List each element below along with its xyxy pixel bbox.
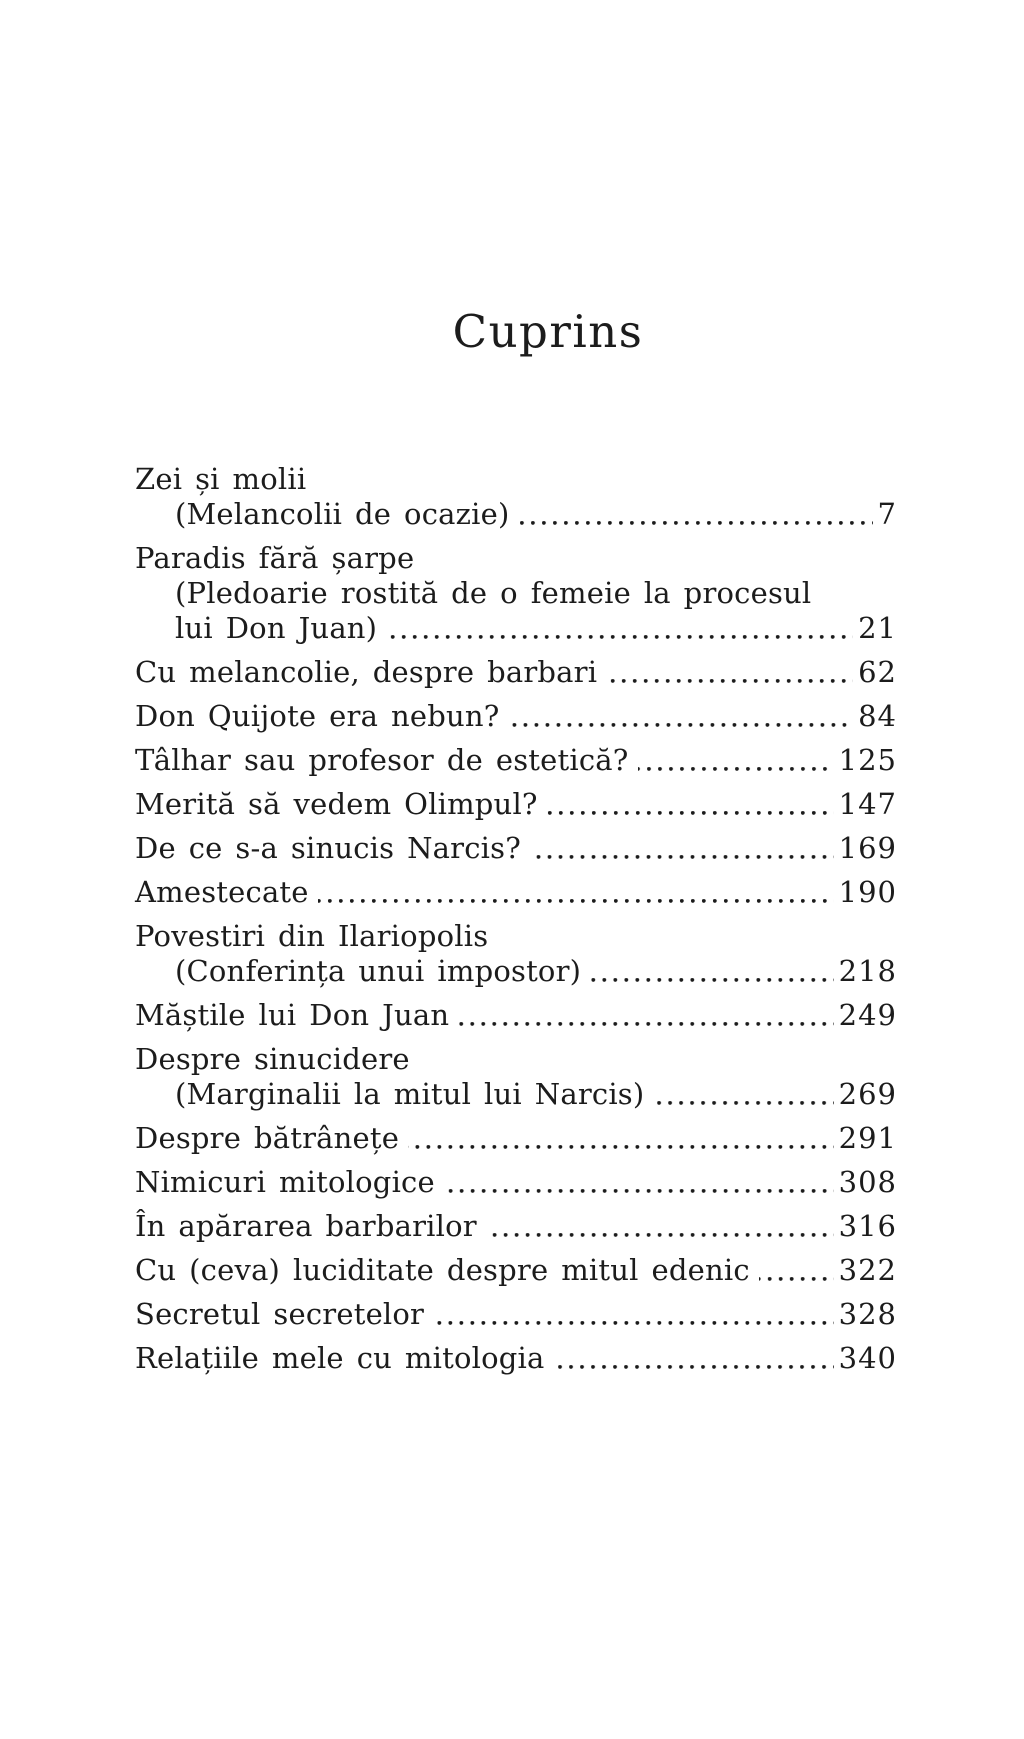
toc-entry-title: Povestiri din Ilariopolis <box>135 918 489 953</box>
toc-entry <box>135 1341 897 1376</box>
toc-entry <box>135 998 897 1033</box>
toc-line-with-page <box>135 1165 897 1200</box>
toc-line <box>135 541 897 576</box>
toc-line-with-page <box>135 497 897 532</box>
toc-entry-title: De ce s-a sinucis Narcis? <box>135 830 521 865</box>
toc-line-with-page <box>135 1209 897 1244</box>
toc-line <box>135 576 897 611</box>
toc-line-with-page <box>135 787 897 822</box>
toc-page-number: 7 <box>877 496 897 531</box>
toc-page-number: 62 <box>858 654 897 689</box>
toc-entry <box>135 919 897 989</box>
toc-line-with-page <box>135 831 897 866</box>
toc-entry-title: Despre bătrânețe <box>135 1120 400 1155</box>
toc-entry <box>135 541 897 646</box>
toc-entry <box>135 1165 897 1200</box>
toc-entry <box>135 1209 897 1244</box>
toc-list <box>135 462 897 1376</box>
toc-page-number: 269 <box>838 1076 897 1111</box>
toc-page-number: 169 <box>838 830 897 865</box>
toc-entry-title: (Melancolii de ocazie) <box>175 496 510 531</box>
toc-page-number: 328 <box>838 1296 897 1331</box>
toc-line-with-page <box>135 1121 897 1156</box>
toc-line-with-page <box>135 743 897 778</box>
toc-entry <box>135 1253 897 1288</box>
toc-entry <box>135 699 897 734</box>
toc-page-number: 147 <box>838 786 897 821</box>
toc-entry-title: Cu melancolie, despre barbari <box>135 654 598 689</box>
toc-line-with-page <box>135 954 897 989</box>
toc-page-number: 316 <box>838 1208 897 1243</box>
toc-entry <box>135 655 897 690</box>
toc-entry <box>135 875 897 910</box>
toc-entry-title: Despre sinucidere <box>135 1041 410 1076</box>
toc-entry-title: Cu (ceva) luciditate despre mitul edenic <box>135 1252 750 1287</box>
toc-line-with-page <box>135 1297 897 1332</box>
toc-line-with-page <box>135 1341 897 1376</box>
toc-entry-title: În apărarea barbarilor <box>135 1208 477 1243</box>
toc-page-number: 84 <box>858 698 897 733</box>
toc-entry-title: Tâlhar sau profesor de estetică? <box>135 742 629 777</box>
toc-line <box>135 462 897 497</box>
toc-page-number: 21 <box>858 610 897 645</box>
toc-page-number: 125 <box>838 742 897 777</box>
toc-entry-title: Don Quijote era nebun? <box>135 698 500 733</box>
toc-line-with-page <box>135 655 897 690</box>
page-title: Cuprins <box>452 305 644 358</box>
toc-page-number: 308 <box>838 1164 897 1199</box>
toc-line-with-page <box>135 699 897 734</box>
toc-entry <box>135 743 897 778</box>
toc-entry <box>135 1042 897 1112</box>
toc-entry-title: Măștile lui Don Juan <box>135 997 450 1032</box>
toc-page-number: 291 <box>838 1120 897 1155</box>
toc-line-with-page <box>135 1077 897 1112</box>
toc-entry-title: Zei și molii <box>135 461 307 496</box>
toc-line-with-page <box>135 875 897 910</box>
toc-entry <box>135 462 897 532</box>
toc-line-with-page <box>135 611 897 646</box>
toc-line <box>135 919 897 954</box>
toc-line-with-page <box>135 1253 897 1288</box>
toc-entry-title: (Pledoarie rostită de o femeie la procesul <box>175 575 812 610</box>
toc-page-number: 218 <box>838 953 897 988</box>
toc-page-number: 322 <box>838 1252 897 1287</box>
toc-page-number: 340 <box>838 1340 897 1375</box>
toc-entry-title: Paradis fără șarpe <box>135 540 415 575</box>
toc-page-number: 190 <box>838 874 897 909</box>
toc-line-with-page <box>135 998 897 1033</box>
toc-entry-title: (Marginalii la mitul lui Narcis) <box>175 1076 645 1111</box>
toc-entry-title: Secretul secretelor <box>135 1296 425 1331</box>
toc-entry-title: Nimicuri mitologice <box>135 1164 435 1199</box>
toc-entry <box>135 787 897 822</box>
toc-entry-title: Merită să vedem Olimpul? <box>135 786 538 821</box>
toc-page-number: 249 <box>838 997 897 1032</box>
toc-entry <box>135 831 897 866</box>
toc-entry-title: Amestecate <box>135 874 309 909</box>
toc-entry-title: lui Don Juan) <box>175 610 378 645</box>
toc-entry-title: Relațiile mele cu mitologia <box>135 1340 545 1375</box>
toc-line <box>135 1042 897 1077</box>
toc-entry-title: (Conferința unui impostor) <box>175 953 582 988</box>
toc-entry <box>135 1121 897 1156</box>
toc-entry <box>135 1297 897 1332</box>
